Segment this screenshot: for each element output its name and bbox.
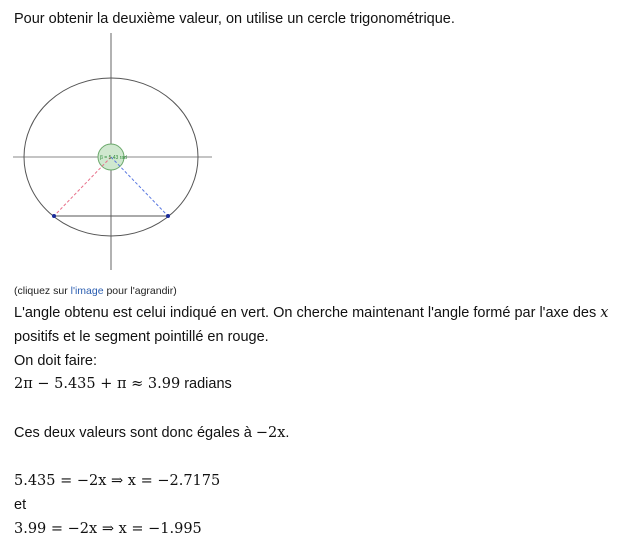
unit: radians bbox=[180, 376, 232, 392]
blue-dashed-segment bbox=[111, 157, 168, 216]
caption-text: (cliquez sur bbox=[14, 285, 71, 297]
equation-1: 5.435 = −2x ⇒ x = −2.7175 bbox=[14, 473, 221, 489]
point-right bbox=[166, 214, 170, 218]
p1-text: L'angle obtenu est celui indiqué en vert. On cherche maintenant l'angle formé par l'axe des bbox=[14, 305, 601, 321]
p3-math: −2x bbox=[255, 425, 286, 441]
formula: 2π − 5.435 + π ≈ 3.99 bbox=[14, 376, 181, 392]
paragraph-1-line-1 bbox=[14, 305, 608, 321]
image-caption bbox=[14, 285, 177, 297]
paragraph-1-line-2: positifs et le segment pointillé en rouge. bbox=[14, 329, 269, 345]
point-left bbox=[52, 214, 56, 218]
caption-text-end: pour l'agrandir) bbox=[103, 285, 177, 297]
var-x: x bbox=[600, 305, 609, 321]
image-link[interactable]: l'image bbox=[70, 285, 104, 297]
angle-label: β = 5.43 rad bbox=[100, 155, 127, 161]
p3-end: . bbox=[285, 425, 290, 441]
p3-line bbox=[14, 425, 289, 441]
equation-2: 3.99 = −2x ⇒ x = −1.995 bbox=[14, 521, 202, 537]
intro-text: Pour obtenir la deuxième valeur, on utilise un cercle trigonométrique. bbox=[14, 11, 455, 27]
p3-text: Ces deux valeurs sont donc égales à bbox=[14, 425, 256, 441]
p2-formula-line bbox=[14, 376, 232, 392]
et-text: et bbox=[14, 497, 27, 513]
trig-circle-svg bbox=[0, 0, 240, 280]
p2-label: On doit faire: bbox=[14, 353, 98, 369]
red-dashed-segment bbox=[54, 157, 111, 216]
